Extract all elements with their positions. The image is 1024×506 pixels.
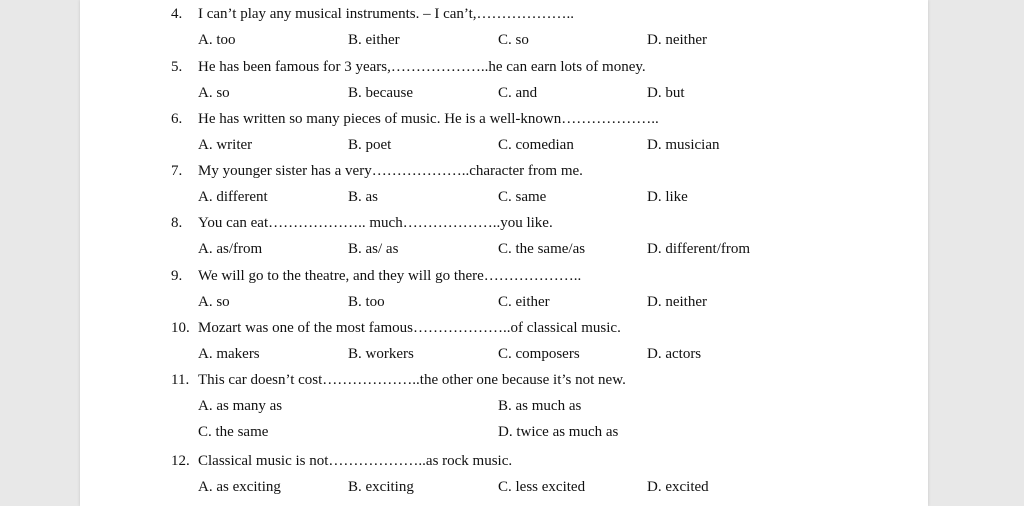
answer-option: D. excited: [647, 479, 709, 495]
answer-option: B. as/ as: [348, 241, 399, 257]
answer-option: C. so: [498, 32, 529, 48]
answer-option: B. exciting: [348, 479, 414, 495]
answer-option: B. as much as: [498, 398, 582, 414]
question-text: We will go to the theatre, and they will go there………………..: [198, 268, 582, 284]
answer-option: B. as: [348, 189, 378, 205]
answer-option: A. as many as: [198, 398, 283, 414]
question-text: You can eat……………….. much………………..you like.: [198, 215, 553, 231]
question-text: Mozart was one of the most famous………………..of classical music.: [198, 320, 621, 336]
answer-option: A. as/from: [198, 241, 263, 257]
question-number: 10.: [171, 320, 190, 336]
question-number: 7.: [171, 163, 183, 179]
answer-option: A. so: [198, 294, 230, 310]
question-list: [80, 0, 928, 506]
answer-option: C. less excited: [498, 479, 586, 495]
answer-option: C. comedian: [498, 137, 574, 153]
answer-option: C. either: [498, 294, 550, 310]
answer-option: D. neither: [647, 32, 707, 48]
answer-option: B. workers: [348, 346, 414, 362]
answer-option: B. too: [348, 294, 385, 310]
question-number: 4.: [171, 6, 183, 22]
answer-option: A. makers: [198, 346, 260, 362]
answer-option: D. musician: [647, 137, 720, 153]
answer-option: D. different/from: [647, 241, 751, 257]
answer-option: A. too: [198, 32, 236, 48]
answer-option: B. either: [348, 32, 400, 48]
answer-option: A. writer: [198, 137, 253, 153]
answer-option: A. so: [198, 85, 230, 101]
answer-option: C. and: [498, 85, 538, 101]
question-text: He has written so many pieces of music. He is a well-known………………..: [198, 111, 659, 127]
answer-option: D. neither: [647, 294, 707, 310]
answer-option: C. the same/as: [498, 241, 586, 257]
question-text: He has been famous for 3 years,………………..he can earn lots of money.: [198, 59, 646, 75]
question-text: This car doesn’t cost………………..the other one because it’s not new.: [198, 372, 626, 388]
question-number: 9.: [171, 268, 183, 284]
answer-option: D. but: [647, 85, 685, 101]
document-page: [80, 0, 928, 506]
answer-option: C. same: [498, 189, 547, 205]
question-number: 5.: [171, 59, 183, 75]
answer-option: D. actors: [647, 346, 702, 362]
question-number: 8.: [171, 215, 183, 231]
answer-option: B. because: [348, 85, 413, 101]
answer-option: D. like: [647, 189, 688, 205]
answer-option: C. composers: [498, 346, 580, 362]
question-text: My younger sister has a very………………..character from me.: [198, 163, 583, 179]
answer-option: D. twice as much as: [498, 424, 619, 440]
question-text: Classical music is not………………..as rock music.: [198, 453, 513, 469]
answer-option: B. poet: [348, 137, 392, 153]
question-text: I can’t play any musical instruments. – I can’t,………………..: [198, 6, 575, 22]
question-number: 6.: [171, 111, 183, 127]
question-number: 12.: [171, 453, 190, 469]
answer-option: A. different: [198, 189, 268, 205]
answer-option: A. as exciting: [198, 479, 281, 495]
question-number: 11.: [171, 372, 190, 388]
answer-option: C. the same: [198, 424, 269, 440]
